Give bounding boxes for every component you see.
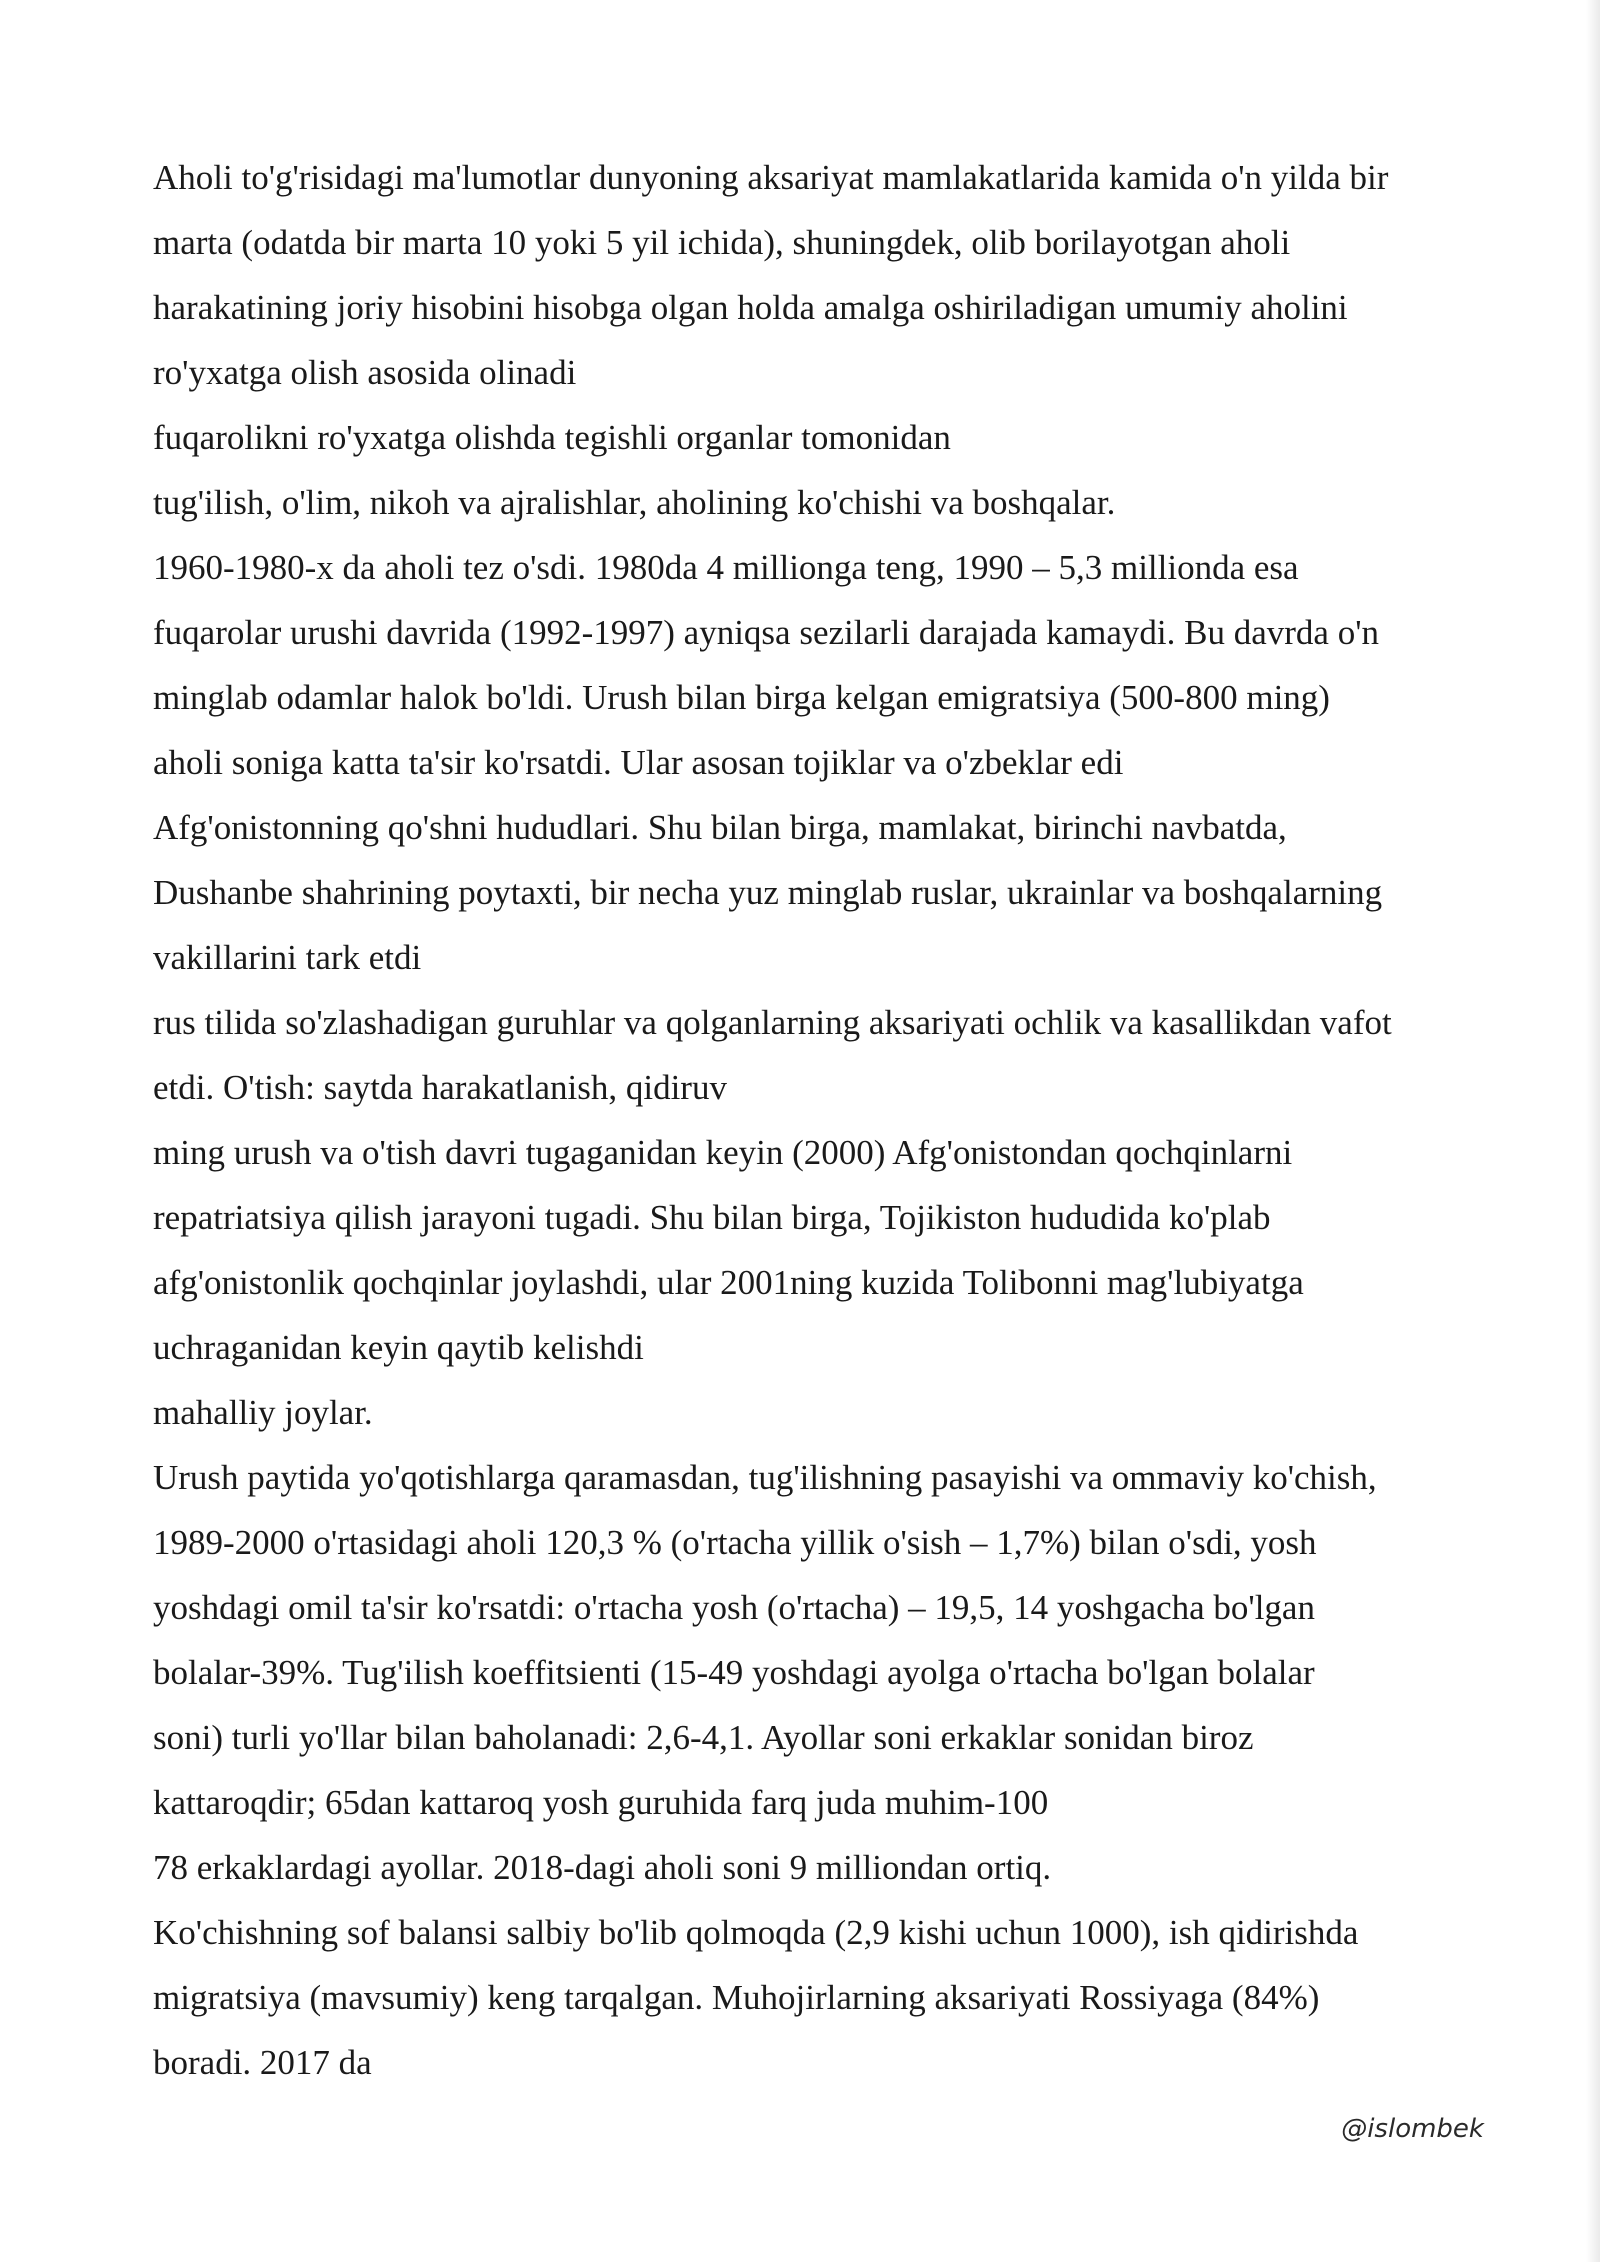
text-line: Aholi to'g'risidagi ma'lumotlar dunyoning aksariyat mamlakatlarida kamida o'n yilda bir (153, 158, 1389, 197)
watermark-text: @islombek (1341, 2114, 1484, 2144)
text-line: boradi. 2017 da (153, 2043, 372, 2082)
text-line: soni) turli yo'llar bilan baholanadi: 2,6-4,1. Ayollar soni erkaklar sonidan biroz (153, 1718, 1254, 1757)
text-line: fuqarolikni ro'yxatga olishda tegishli organlar tomonidan (153, 418, 951, 457)
text-line: marta (odatda bir marta 10 yoki 5 yil ichida), shuningdek, olib borilayotgan aholi (153, 223, 1291, 262)
text-line: harakatining joriy hisobini hisobga olgan holda amalga oshiriladigan umumiy aholini (153, 288, 1348, 327)
text-line: Afg'onistonning qo'shni hududlari. Shu bilan birga, mamlakat, birinchi navbatda, (153, 808, 1287, 847)
text-line: migratsiya (mavsumiy) keng tarqalgan. Muhojirlarning aksariyati Rossiyaga (84%) (153, 1978, 1320, 2017)
text-line: vakillarini tark etdi (153, 938, 422, 977)
text-line: afg'onistonlik qochqinlar joylashdi, ular 2001ning kuzida Tolibonni mag'lubiyatga (153, 1263, 1304, 1302)
text-line: mahalliy joylar. (153, 1393, 373, 1432)
text-line: minglab odamlar halok bo'ldi. Urush bilan birga kelgan emigratsiya (500-800 ming) (153, 678, 1330, 717)
text-line: repatriatsiya qilish jarayoni tugadi. Shu bilan birga, Tojikiston hududida ko'plab (153, 1198, 1271, 1237)
text-line: rus tilida so'zlashadigan guruhlar va qolganlarning aksariyati ochlik va kasallikdan vafot (153, 1003, 1392, 1042)
text-line: yoshdagi omil ta'sir ko'rsatdi: o'rtacha yosh (o'rtacha) – 19,5, 14 yoshgacha bo'lgan (153, 1588, 1315, 1627)
text-line: bolalar-39%. Tug'ilish koeffitsienti (15-49 yoshdagi ayolga o'rtacha bo'lgan bolalar (153, 1653, 1315, 1692)
text-line: tug'ilish, o'lim, nikoh va ajralishlar, aholining ko'chishi va boshqalar. (153, 483, 1116, 522)
text-line: ming urush va o'tish davri tugaganidan keyin (2000) Afg'onistondan qochqinlarni (153, 1133, 1293, 1172)
text-line: Dushanbe shahrining poytaxti, bir necha yuz minglab ruslar, ukrainlar va boshqalarning (153, 873, 1383, 912)
text-line: fuqarolar urushi davrida (1992-1997) ayniqsa sezilarli darajada kamaydi. Bu davrda o'n (153, 613, 1380, 652)
text-line: etdi. O'tish: saytda harakatlanish, qidiruv (153, 1068, 727, 1107)
text-line: uchraganidan keyin qaytib kelishdi (153, 1328, 644, 1367)
text-line: Ko'chishning sof balansi salbiy bo'lib qolmoqda (2,9 kishi uchun 1000), ish qidirishda (153, 1913, 1359, 1952)
text-line: kattaroqdir; 65dan kattaroq yosh guruhida farq juda muhim-100 (153, 1783, 1049, 1822)
text-line: 1989-2000 o'rtasidagi aholi 120,3 % (o'rtacha yillik o'sish – 1,7%) bilan o'sdi, yosh (153, 1523, 1317, 1562)
text-line: 1960-1980-x da aholi tez o'sdi. 1980da 4 millionga teng, 1990 – 5,3 millionda esa (153, 548, 1299, 587)
text-line: 78 erkaklardagi ayollar. 2018-dagi aholi soni 9 milliondan ortiq. (153, 1848, 1052, 1887)
page-edge-shadow (1586, 0, 1600, 2262)
text-line: Urush paytida yo'qotishlarga qaramasdan, tug'ilishning pasayishi va ommaviy ko'chish, (153, 1458, 1377, 1497)
text-line: aholi soniga katta ta'sir ko'rsatdi. Ular asosan tojiklar va o'zbeklar edi (153, 743, 1124, 782)
text-line: ro'yxatga olish asosida olinadi (153, 353, 577, 392)
document-body (153, 145, 1493, 2095)
